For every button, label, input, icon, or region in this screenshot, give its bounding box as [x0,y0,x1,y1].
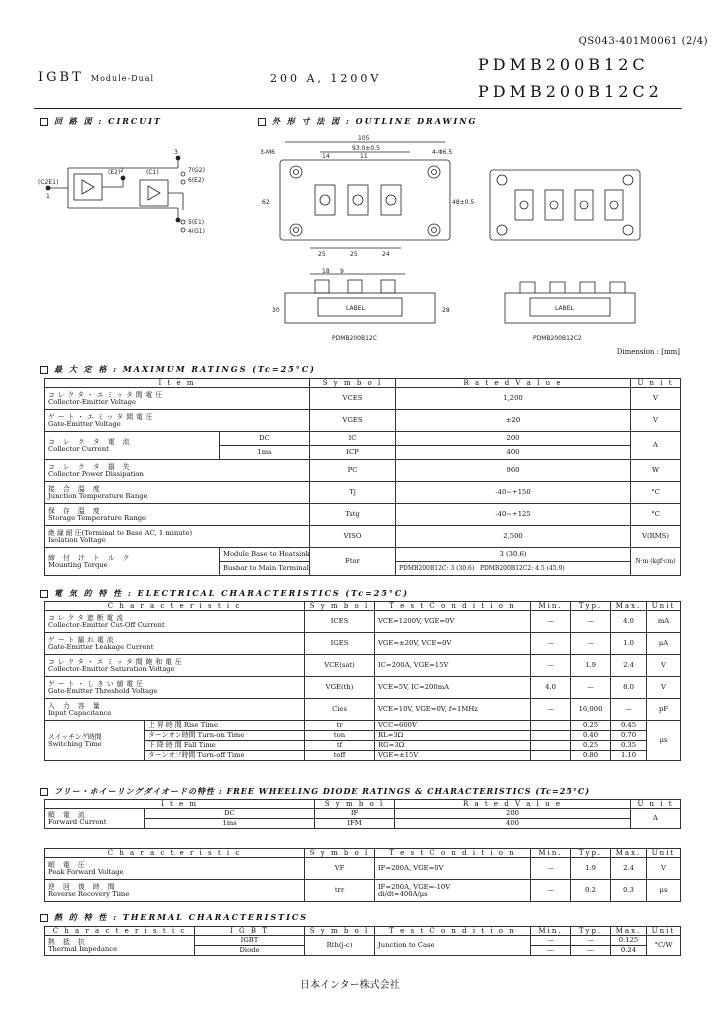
dimension-note: Dimension : [mm] [616,348,680,356]
table-row [45,880,681,902]
table-cell: 保 存 温 度 Storage Temperature Range [45,504,310,526]
circuit-pin-1: 1 [46,193,50,200]
table-cell: コ レ ク タ 電 流 Collector Current [45,432,220,460]
section-thermal: 熱 的 特 性 : THERMAL CHARACTERISTICS [40,912,308,923]
table-cell: Typ. [571,602,611,611]
dim-phi65: 4-Φ6.5 [432,149,453,156]
table-cell: PC [310,460,396,482]
table-cell: W [631,460,681,482]
circuit-label-5e1: 5(E1) [188,219,205,226]
table-cell: ton [305,731,375,741]
table-cell: VGE=±20V, VCE=0V [375,633,531,655]
table-cell: 上 昇 時 間 Rise Time [145,721,305,731]
table-cell: μs [647,880,681,902]
table-cell: DC [220,432,310,446]
table-cell: — [611,699,647,721]
table-cell: 200 [395,809,631,819]
table-cell: 400 [396,446,631,460]
max-ratings-header [45,379,681,388]
dim-105: 105 [358,135,370,142]
section-max-ratings: 最 大 定 格 : MAXIMUM RATINGS (Tc=25°C) [40,364,316,375]
table-cell: — [531,611,571,633]
dim-3m6: 3-M6 [260,149,275,156]
table-cell: コレクタ遮断電流 Collector-Emitter Cut-Off Current [45,611,305,633]
dim-30: 30 [272,307,280,314]
table-cell: 0.24 [611,946,647,956]
table-cell: 0.3 [611,880,647,902]
table-cell: V [647,858,681,880]
table-cell: 8.0 [611,677,647,699]
table-cell: 0.25 [571,741,611,751]
table-cell: スイッチング時間 Switching Time [45,721,145,761]
fwd-condition: (Tc=25°C) [535,786,591,796]
circuit-label-c2e1: (C2E1) [38,179,59,186]
part-number-1: PDMB200B12C [478,55,649,74]
table-row [45,432,681,446]
table-cell: 0.45 [611,721,647,731]
table-cell: 0.25 [571,721,611,731]
table-cell: V(RMS) [631,526,681,548]
table-cell: I G B T [195,927,305,936]
table-cell: RL=3Ω [375,731,531,741]
dim-24: 24 [382,251,390,258]
table-cell: N·m (kgf·cm) [631,548,681,576]
table-cell: 0.35 [611,741,647,751]
table-cell: T e s t C o n d i t i o n [375,927,531,936]
table-cell: 0.2 [571,880,611,902]
dim-14: 14 [322,153,330,160]
table-cell: VCE=1200V, VGE=0V [375,611,531,633]
table-cell: Tstg [310,504,396,526]
table-cell: mA [647,611,681,633]
table-cell: S y m b o l [305,927,375,936]
circuit-pin-3: 3 [174,149,178,156]
table-cell: Rth(j-c) [305,936,375,956]
table-cell: Busbar to Main Terminal [220,562,310,576]
side-b-label: LABEL [555,305,574,312]
table-cell: Typ. [571,849,611,858]
module-type: Module-Dual [90,74,155,83]
thermal-header [45,927,681,936]
circuit-pin-2: 2 [120,167,124,174]
table-cell: 0.40 [571,731,611,741]
table-cell: S y m b o l [305,602,375,611]
table-cell: Module Base to Heatsink [220,548,310,562]
table-cell: 400 [395,819,631,829]
table-cell: 入 力 容 量 Input Capacitance [45,699,305,721]
table-cell: コ レ ク タ 損 失 Collector Power Dissipation [45,460,310,482]
footer-company: 日本インター株式会社 [300,980,400,991]
table-cell: V [631,410,681,432]
table-cell: T e s t C o n d i t i o n [375,602,531,611]
table-cell [531,751,571,761]
table-cell: S y m b o l [305,849,375,858]
table-cell: IF=200A, VGE=-10V di/dt=400A/μs [375,880,531,902]
table-cell: 960 [396,460,631,482]
table-cell: VCES [310,388,396,410]
table-cell: ゲート・エミッタ間電圧 Gate-Emitter Voltage [45,410,310,432]
table-row [45,460,681,482]
table-cell: IF=200A, VGE=0V [375,858,531,880]
table-cell: V [647,677,681,699]
circuit-label-g2: 7(G2) [188,167,205,174]
table-cell: R a t e d V a l u e [395,800,631,809]
table-cell: — [531,858,571,880]
table-cell: I t e m [45,800,315,809]
table-row [45,388,681,410]
circuit-label-c1: (C1) [146,169,159,176]
table-row [45,721,681,731]
table-cell: Typ. [571,927,611,936]
table-cell: — [531,699,571,721]
part-number-2: PDMB200B12C2 [478,82,663,101]
table-cell: コレクタ・エミッタ間飽和電圧 Collector-Emitter Saturation Voltage [45,655,305,677]
table-cell: ゲート漏れ電流 Gate-Emitter Leakage Current [45,633,305,655]
table-cell: — [531,655,571,677]
table-cell: VGES [310,410,396,432]
table-cell: PDMB200B12C: 3 (30.6) PDMB200B12C2: 4.5 (45.9) [396,562,631,576]
table-cell: V [631,388,681,410]
dim-25a: 25 [318,251,326,258]
model-b-caption: PDMB200B12C2 [533,335,582,342]
table-cell: ICP [310,446,396,460]
table-cell: — [571,633,611,655]
table-cell: VCE=5V, IC=200mA [375,677,531,699]
table-cell: VCE=10V, VGE=0V, f=1MHz [375,699,531,721]
table-row [45,655,681,677]
table-cell: 2.4 [611,655,647,677]
table-cell: trr [305,880,375,902]
table-row [45,936,681,946]
table-cell: S y m b o l [315,800,395,809]
table-cell: A [631,809,681,829]
table-cell: μs [647,721,681,761]
table-row [45,504,681,526]
table-row [45,526,681,548]
table-cell: 締 付 け ト ル ク Mounting Torque [45,548,220,576]
table-row [45,858,681,880]
document-code: QS043-401M0061 (2/4) [578,36,708,47]
table-cell: 16,000 [571,699,611,721]
circuit-label-6e2: 6(E2) [188,177,205,184]
max-ratings-table [44,378,681,576]
table-cell: — [531,633,571,655]
outline-drawing-side-b [495,268,665,348]
table-cell: 4.0 [611,611,647,633]
table-row [45,482,681,504]
table-cell: Diode [195,946,305,956]
table-cell: 4.0 [531,677,571,699]
table-row [45,611,681,633]
table-cell: 2,500 [396,526,631,548]
table-cell: IF [315,809,395,819]
table-cell: コレクタ・エミッタ間電圧 Collector-Emitter Voltage [45,388,310,410]
fwd-chars-header [45,849,681,858]
table-cell: Min. [531,927,571,936]
table-cell: A [631,432,681,460]
table-cell: 1,200 [396,388,631,410]
fwd-chars-table [44,848,681,902]
section-outline: 外 形 寸 法 図 : OUTLINE DRAWING [258,116,477,127]
table-cell: tr [305,721,375,731]
table-row [45,809,681,819]
table-cell: VISO [310,526,396,548]
table-cell: 1ms [145,819,315,829]
table-cell: 3 (30.6) [396,548,631,562]
model-a-caption: PDMB200B12C [332,335,377,342]
table-cell: 1.9 [571,858,611,880]
table-cell: V [647,655,681,677]
table-cell: 接 合 温 度 Junction Temperature Range [45,482,310,504]
table-cell: 絶 縁 耐 圧(Terminal to Base AC, 1 minute) Isolation Voltage [45,526,310,548]
table-cell: 200 [396,432,631,446]
table-cell: -40~+150 [396,482,631,504]
table-cell: -40~+125 [396,504,631,526]
table-cell: VGE=±15V [375,751,531,761]
table-cell: — [571,677,611,699]
table-cell [531,731,571,741]
table-cell [531,741,571,751]
table-cell: Min. [531,602,571,611]
table-cell: IGBT [195,936,305,946]
header-rule [34,108,682,109]
section-circuit: 回 路 図 : CIRCUIT [40,116,162,127]
table-cell: Ftor [310,548,396,576]
table-cell: C h a r a c t e r i s t i c [45,927,195,936]
table-cell: Unit [647,927,681,936]
table-cell: 1ms [220,446,310,460]
table-cell: RG=3Ω [375,741,531,751]
table-row [45,699,681,721]
fwd-ratings-header [45,800,681,809]
max-ratings-condition: (Tc=25°C) [252,364,316,374]
table-cell: Max. [611,927,647,936]
table-cell: 2.4 [611,858,647,880]
fwd-ratings-table [44,799,681,829]
circuit-diagram [38,150,218,240]
device-type: IGBT Module-Dual [38,70,155,85]
table-cell: DC [145,809,315,819]
table-cell: 1.10 [611,751,647,761]
table-cell: IFM [315,819,395,829]
electrical-table [44,601,681,761]
table-cell: Unit [647,849,681,858]
table-cell: C h a r a c t e r i s t i c [45,602,305,611]
table-cell: — [571,946,611,956]
table-cell: Max. [611,849,647,858]
table-cell: ゲート・しきい値電圧 Gate-Emitter Threshold Voltage [45,677,305,699]
table-cell: U n i t [631,379,681,388]
table-cell: 0.80 [571,751,611,761]
rating-summary: 200 A, 1200V [270,72,382,85]
table-cell: 0.125 [611,936,647,946]
table-cell: — [531,936,571,946]
dim-25b: 25 [350,251,358,258]
table-cell: VGE(th) [305,677,375,699]
table-cell: ターンオン時間 Turn-on Time [145,731,305,741]
thermal-table [44,926,681,956]
table-cell: U n i t [631,800,681,809]
side-a-label: LABEL [346,305,365,312]
table-cell: Max. [611,602,647,611]
outline-drawing-side-a [270,268,470,348]
dim-62: 62 [262,199,270,206]
table-cell: °C/W [647,936,681,956]
dim-93: 93.0±0.5 [352,145,380,152]
table-cell: Tj [310,482,396,504]
dim-18: 18 [322,268,330,275]
table-cell: — [571,936,611,946]
table-cell: °C [631,482,681,504]
table-cell: IC [310,432,396,446]
dim-28: 28 [442,307,450,314]
table-cell: 下 降 時 間 Fall Time [145,741,305,751]
electrical-header [45,602,681,611]
table-cell: IC=200A, VGE=15V [375,655,531,677]
table-cell: C h a r a c t e r i s t i c [45,849,305,858]
outline-drawing-top-b [480,140,660,250]
section-electrical: 電 気 的 特 性 : ELECTRICAL CHARACTERISTICS (Tc=25°C) [40,588,409,599]
table-cell: ±20 [396,410,631,432]
table-cell: T e s t C o n d i t i o n [375,849,531,858]
outline-drawing-top-a [260,130,475,260]
table-cell: 逆 回 復 時 間 Reverse Recovery Time [45,880,305,902]
table-cell: — [531,946,571,956]
table-cell: 順 電 流 Forward Current [45,809,145,829]
section-fwd: フリー・ホイーリングダイオードの特性 : FREE WHEELING DIODE RATINGS & CHARACTERISTICS (Tc=25°C) [40,786,590,797]
table-cell: Junction to Case [375,936,531,956]
table-row [45,548,681,562]
table-cell: °C [631,504,681,526]
table-cell: 1.9 [571,655,611,677]
table-cell: Cies [305,699,375,721]
table-cell: 順 電 圧 Peak Forward Voltage [45,858,305,880]
table-cell: 熱 抵 抗 Thermal Impedance [45,936,195,956]
table-cell: Min. [531,849,571,858]
table-cell: ICES [305,611,375,633]
circuit-label-e2: (E2) [108,169,121,176]
dim-48: 48±0.5 [452,199,475,206]
table-cell: VCC=600V [375,721,531,731]
dim-9: 9 [340,268,344,275]
circuit-label-4g1: 4(G1) [188,228,205,235]
table-cell: VF [305,858,375,880]
table-cell: pF [647,699,681,721]
table-cell: tf [305,741,375,751]
table-row [45,410,681,432]
table-cell: I t e m [45,379,310,388]
table-cell: μA [647,633,681,655]
table-cell: 0.70 [611,731,647,741]
table-cell: IGES [305,633,375,655]
table-cell: Unit [647,602,681,611]
table-cell: ターンオフ時間 Turn-off Time [145,751,305,761]
table-cell [531,721,571,731]
table-cell: S y m b o l [310,379,396,388]
table-cell: toff [305,751,375,761]
dim-11: 11 [360,153,368,160]
table-cell: — [571,611,611,633]
table-cell: 1.0 [611,633,647,655]
table-cell: — [531,880,571,902]
table-cell: VCE(sat) [305,655,375,677]
table-cell: R a t e d V a l u e [396,379,631,388]
table-row [45,677,681,699]
electrical-condition: (Tc=25°C) [345,588,410,598]
table-row [45,633,681,655]
